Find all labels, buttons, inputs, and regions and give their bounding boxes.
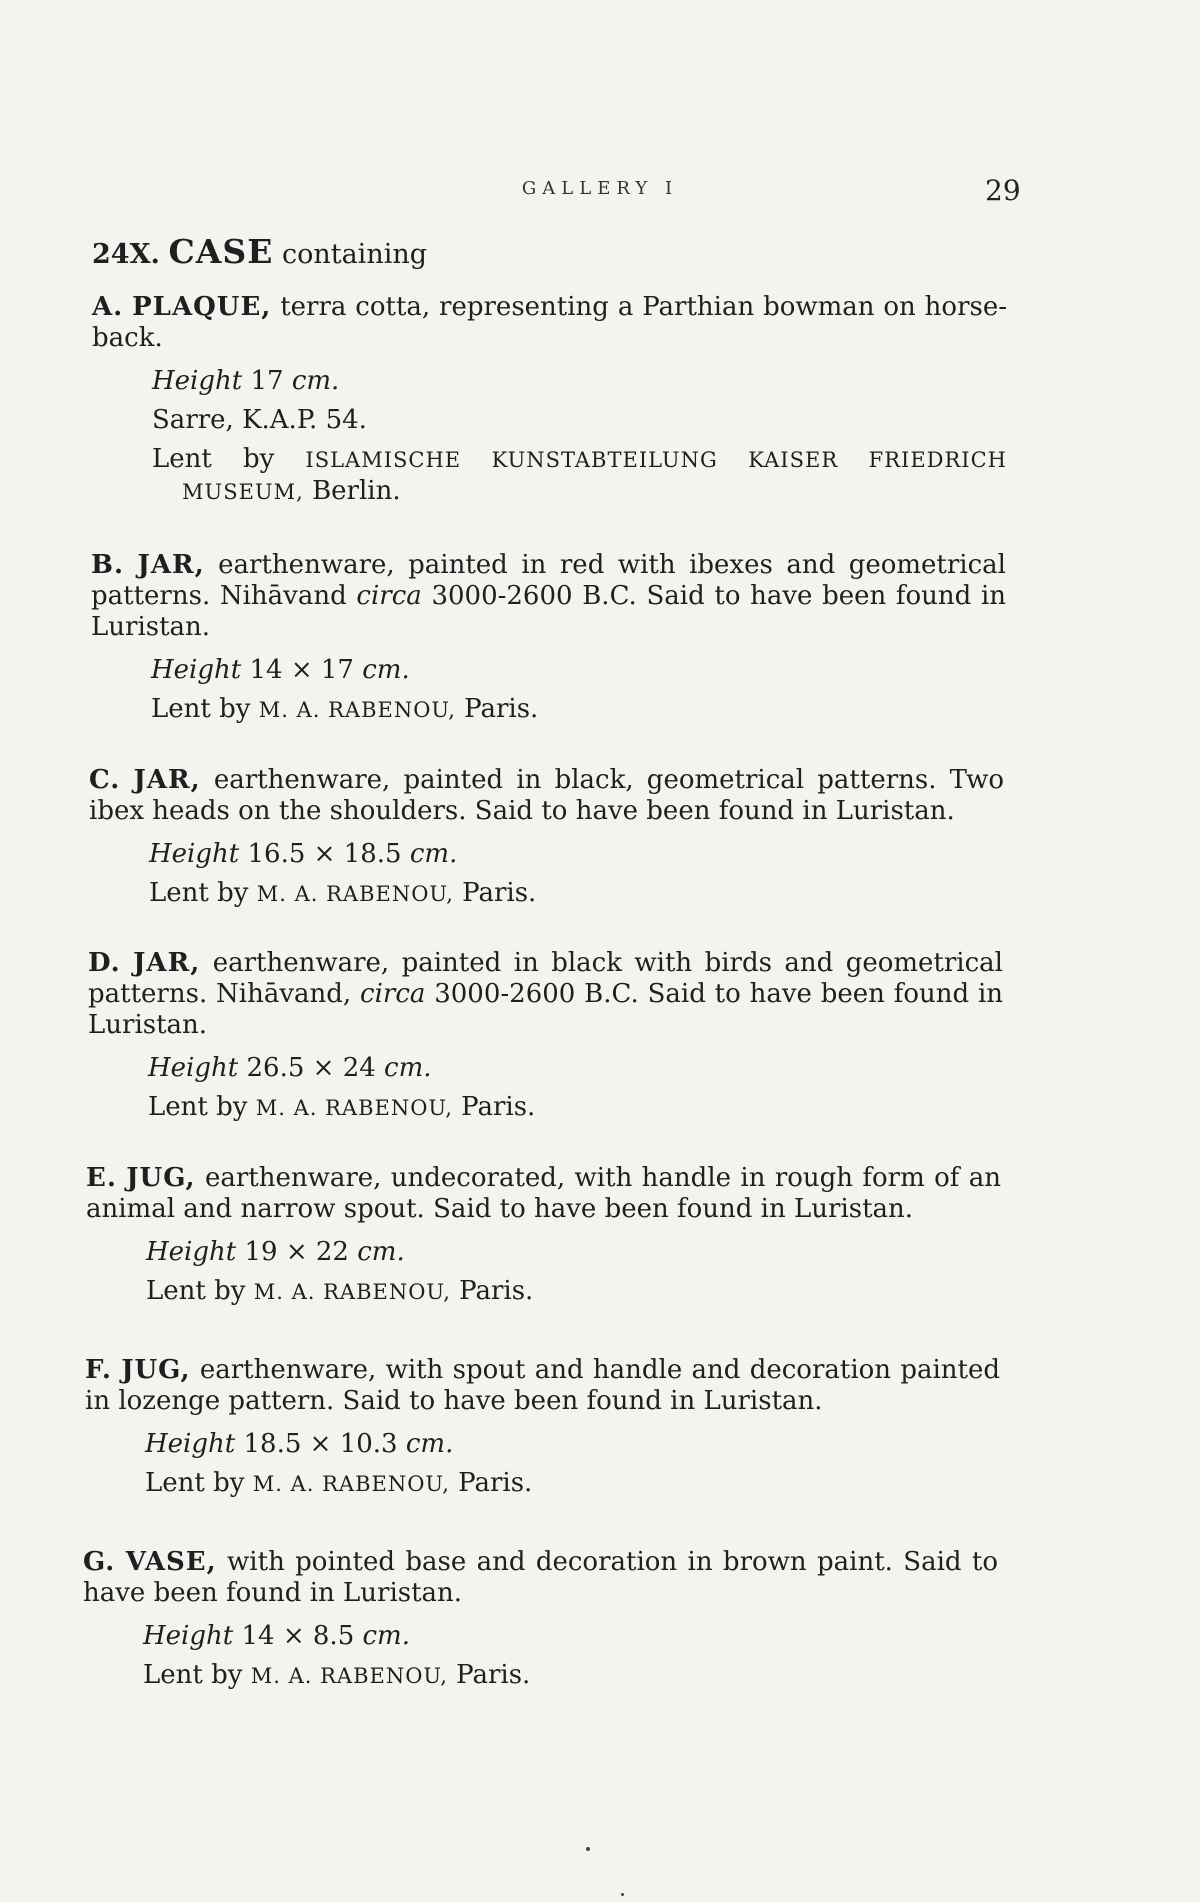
entry-a-lent <box>92 444 1007 508</box>
height-label: Height <box>148 1053 239 1083</box>
entry-e <box>86 1163 1001 1308</box>
entry-d-lent <box>88 1092 1003 1124</box>
entry-d <box>88 948 1003 1124</box>
entry-text: earthenware, with spout and handle and decoration painted in lozenge pattern. Said to have been found in Luristan. <box>85 1355 1001 1416</box>
lender-city: Paris. <box>462 878 537 908</box>
height-value: 14 × 17 <box>249 655 354 685</box>
lent-prefix: Lent by <box>146 1276 246 1306</box>
entry-name: PLAQUE, <box>132 292 272 322</box>
height-value: 14 × 8.5 <box>241 1621 355 1651</box>
page-number: 29 <box>985 174 1021 207</box>
lender-city: Paris. <box>458 1468 533 1498</box>
height-value: 26.5 × 24 <box>246 1053 376 1083</box>
entry-f <box>85 1355 1000 1500</box>
lender-name: M. A. RABENOU, <box>258 698 456 722</box>
entry-f-lent <box>85 1468 1000 1500</box>
entry-text: with pointed base and decoration in brown paint. Said to have been found in Luristan. <box>83 1547 998 1608</box>
entry-b-height <box>91 655 1006 686</box>
entry-text: earthenware, painted in black with birds and geometrical patterns. Nihāvand, <box>88 948 1004 1009</box>
height-label: Height <box>145 1429 236 1459</box>
lender-name: M. A. RABENOU, <box>252 1472 450 1496</box>
entry-name: JUG, <box>126 1163 196 1193</box>
height-label: Height <box>149 839 240 869</box>
case-rest: containing <box>281 239 428 270</box>
entry-d-height <box>88 1053 1003 1084</box>
height-unit: cm. <box>362 655 410 685</box>
lender-name: M. A. RABENOU, <box>256 882 454 906</box>
lent-prefix: Lent by <box>151 694 251 724</box>
lent-prefix: Lent by <box>148 1092 248 1122</box>
height-value: 18.5 × 10.3 <box>243 1429 398 1459</box>
entry-g-height <box>83 1621 998 1652</box>
entry-name: VASE, <box>125 1547 217 1577</box>
lent-prefix: Lent by <box>149 878 249 908</box>
entry-text: earthenware, painted in red with ibexes and geometrical patterns. Nihāvand <box>91 550 1006 611</box>
entry-letter: B. <box>91 550 125 580</box>
lender-city: Paris. <box>461 1092 536 1122</box>
entry-name: JAR, <box>137 550 205 580</box>
entry-e-description <box>86 1163 1001 1225</box>
lender-name: M. A. RABENOU, <box>253 1280 451 1304</box>
height-value: 19 × 22 <box>244 1237 349 1267</box>
lent-prefix: Lent by <box>143 1660 243 1690</box>
height-unit: cm. <box>357 1237 405 1267</box>
case-number: 24X. <box>92 239 160 270</box>
height-label: Height <box>152 366 243 396</box>
entry-circa: circa <box>360 979 426 1009</box>
lender-city: Paris. <box>459 1276 534 1306</box>
entry-g <box>83 1547 998 1692</box>
entry-f-height <box>85 1429 1000 1460</box>
lender-name: M. A. RABENOU, <box>255 1096 453 1120</box>
entry-letter: D. <box>88 948 121 978</box>
entry-a-height <box>92 366 1007 397</box>
entry-g-description <box>83 1547 998 1609</box>
running-head: GALLERY I <box>521 178 679 199</box>
case-word: CASE <box>168 232 274 271</box>
height-value: 17 <box>250 366 284 396</box>
entry-name: JAR, <box>133 765 201 795</box>
lender-city: Berlin. <box>312 476 401 506</box>
height-label: Height <box>151 655 242 685</box>
entry-c-description <box>89 765 1004 827</box>
paper-speck <box>621 1893 624 1896</box>
entry-text: earthenware, undecorated, with handle in rough form of an animal and narrow spout. Said to have been found in Luristan. <box>86 1163 1002 1224</box>
lender-city: Paris. <box>464 694 539 724</box>
entry-b-description <box>91 550 1006 643</box>
entry-text: terra cotta, representing a Parthian bowman on horse-back. <box>92 292 1008 353</box>
entry-name: JAR, <box>133 948 201 978</box>
entry-circa: circa <box>356 581 422 611</box>
lender-city: Paris. <box>456 1660 531 1690</box>
entry-c-lent <box>89 878 1004 910</box>
entry-c <box>89 765 1004 910</box>
entry-letter: G. <box>83 1547 116 1577</box>
entry-f-description <box>85 1355 1000 1417</box>
height-label: Height <box>146 1237 237 1267</box>
entry-text-2: 3000-2600 B.C. Said to have been found in Luristan. <box>88 979 1004 1040</box>
case-title <box>92 232 427 271</box>
entry-e-height <box>86 1237 1001 1268</box>
lender-name: M. A. RABENOU, <box>250 1664 448 1688</box>
height-unit: cm. <box>362 1621 410 1651</box>
height-unit: cm. <box>384 1053 432 1083</box>
height-unit: cm. <box>291 366 340 396</box>
lent-prefix: Lent by <box>145 1468 245 1498</box>
entry-letter: F. <box>85 1355 112 1385</box>
entry-a-description <box>92 292 1007 354</box>
paper-speck <box>586 1847 590 1851</box>
entry-c-height <box>89 839 1004 870</box>
entry-letter: C. <box>89 765 121 795</box>
entry-name: JUG, <box>121 1355 191 1385</box>
entry-b <box>91 550 1006 726</box>
entry-text: earthenware, painted in black, geometrical patterns. Two ibex heads on the shoulders. Said to have been found in Luristan. <box>89 765 1004 826</box>
height-value: 16.5 × 18.5 <box>247 839 402 869</box>
entry-b-lent <box>91 694 1006 726</box>
entry-g-lent <box>83 1660 998 1692</box>
height-label: Height <box>143 1621 234 1651</box>
height-unit: cm. <box>409 839 458 869</box>
entry-letter: E. <box>86 1163 117 1193</box>
entry-a <box>92 292 1007 508</box>
entry-text-2: 3000-2600 B.C. Said to have been found in Luristan. <box>91 581 1007 642</box>
lent-prefix: Lent by <box>152 444 275 474</box>
lender-name: ISLAMISCHE KUNSTABTEILUNG KAISER FRIEDRICH MUSEUM, <box>182 448 1007 504</box>
height-unit: cm. <box>405 1429 454 1459</box>
entry-letter: A. <box>92 292 124 322</box>
entry-e-lent <box>86 1276 1001 1308</box>
entry-d-description <box>88 948 1003 1041</box>
entry-a-reference: Sarre, K.A.P. 54. <box>152 405 367 435</box>
